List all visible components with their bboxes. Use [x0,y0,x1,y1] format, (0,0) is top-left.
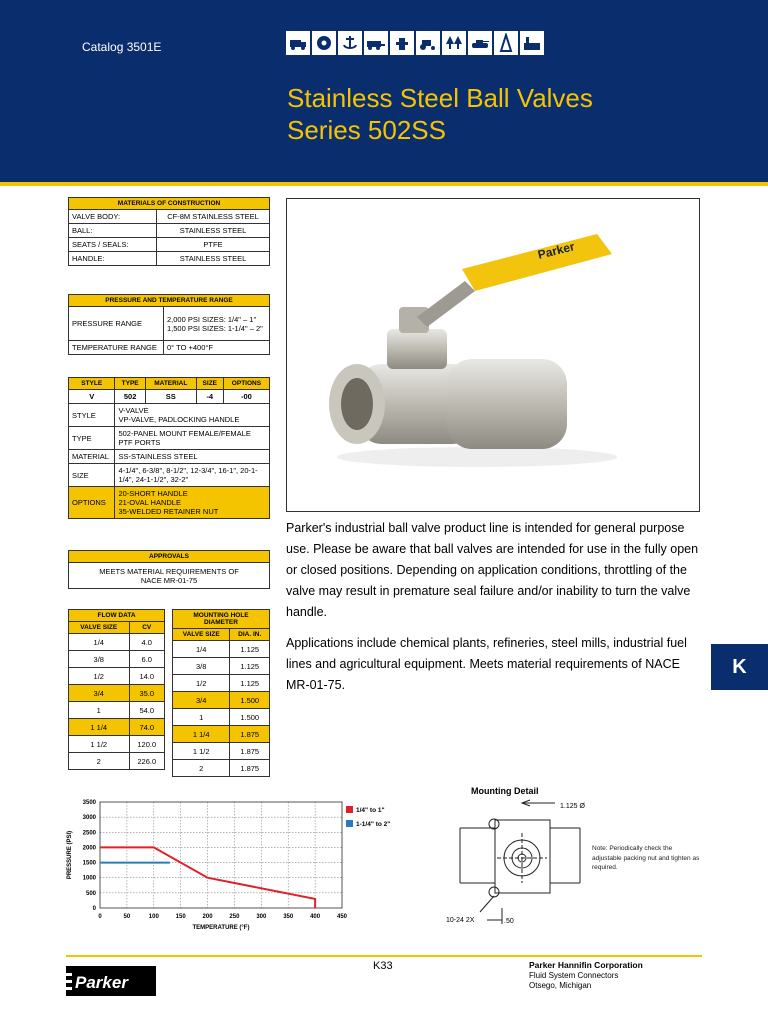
table-row: PRESSURE RANGE 2,000 PSI SIZES: 1/4" – 1" 1,500 PSI SIZES: 1-1/4" – 2" [69,307,270,341]
x-tick-label: 400 [310,914,321,920]
table-row: TYPE 502-PANEL MOUNT FEMALE/FEMALE PTF PORTS [69,427,270,450]
product-description [286,518,701,696]
truck-icon [286,31,310,55]
table-row: 3/4 35.0 [69,685,165,702]
table-row: MATERIAL SS-STAINLESS STEEL [69,450,270,464]
y-axis-label: PRESSURE (PSI) [67,830,73,880]
x-tick-label: 450 [336,914,348,920]
table-row: 3/8 1.125 [173,658,270,675]
hole-diameter-label: 1.125 Ø [560,803,585,810]
table-row: 3/4 1.500 [173,692,270,709]
table-row: 1 54.0 [69,702,165,719]
description-paragraph-2: Applications include chemical plants, refineries, steel mills, industrial fuel lines and agricultural equipment. Meets material requirements of NACE MR-01-75. [286,636,687,692]
page-number: K33 [373,960,393,972]
page-header [0,0,768,182]
table-row: OPTIONS 20-SHORT HANDLE 21-OVAL HANDLE 35-WELDED RETAINER NUT [69,487,270,519]
y-tick-label: 1000 [82,875,96,882]
mounting-hole-table: MOUNTING HOLE DIAMETER VALVE SIZE DIA. IN. 1/4 1.125 3/8 1.125 1/2 1.125 3/4 1.500 1 1.500 1 1/4 1.875 1 1/2 1.875 2 1.875 [172,609,270,777]
mounting-note: Note: Periodically check the adjustable packing nut and tighten as required. [592,845,700,871]
x-tick-label: 100 [148,914,159,920]
x-tick-label: 250 [229,914,240,920]
pressure-table [68,294,270,355]
division-name: Fluid System Connectors [529,971,619,980]
gear-icon [312,31,336,55]
pressure-temperature-chart [60,790,430,940]
thread-label: 10-24 2X [446,917,475,924]
tank-icon [468,31,492,55]
table-row: SEATS / SEALS: PTFE [69,238,270,252]
ordering-table: STYLE TYPE MATERIAL SIZE OPTIONS V 502 SS -4 -00 STYLE V-VALVE VP-VALVE, PADLOCKING HANDLE TYPE 502-PANEL MOUNT FEMALE/FEMALE PTF PORTS MATERIAL SS-STAINLESS STEEL SIZE 4-1/4", 6-3/8", 8-1/2", 12-3/4", 16-1", 20-1- 1/4", 24-1-1/2", 32-2" OPTIONS 20-SHORT HANDLE 21-OVAL HANDLE 35-WELDED RETAINER NUT [68,377,270,519]
y-tick-label: 2500 [82,830,96,837]
company-location: Otsego, Michigan [529,981,592,990]
materials-heading: MATERIALS OF CONSTRUCTION [69,198,270,210]
y-tick-label: 3500 [82,800,96,806]
table-row: 1/4 4.0 [69,634,165,651]
anchor-icon [338,31,362,55]
trees-icon [442,31,466,55]
legend-swatch [346,806,353,813]
table-row: 1 1/2 1.875 [173,743,270,760]
x-tick-label: 200 [202,914,213,920]
table-row: 2 226.0 [69,753,165,770]
legend-label: 1-1/4" to 2" [356,821,391,828]
catalog-number: Catalog 3501E [82,40,162,54]
table-row: 1/4 1.125 [173,641,270,658]
table-row: VALVE BODY: CF-8M STAINLESS STEEL [69,210,270,224]
y-tick-label: 0 [92,906,96,912]
ordering-example-row: V 502 SS -4 -00 [69,390,270,404]
table-row: TEMPERATURE RANGE 0° TO +400°F [69,341,270,355]
table-row: 1 1/2 120.0 [69,736,165,753]
factory-icon [520,31,544,55]
flow-data-table: FLOW DATA VALVE SIZE CV 1/4 4.0 3/8 6.0 1/2 14.0 3/4 35.0 1 54.0 1 1/4 74.0 1 1/2 120.0 2 226.0 [68,609,165,770]
header-rule [0,182,768,186]
tractor-icon [416,31,440,55]
table-row: 1 1.500 [173,709,270,726]
parker-logo [66,966,156,996]
x-axis-label: TEMPERATURE (°F) [192,925,250,931]
svg-text:Parker: Parker [75,973,128,992]
x-tick-label: 0 [98,914,102,920]
mounting-detail-title: Mounting Detail [471,786,539,796]
y-tick-label: 500 [85,890,96,897]
market-icons [286,31,544,55]
company-name: Parker Hannifin Corporation [529,960,643,970]
table-row: 1 1/4 1.875 [173,726,270,743]
table-row: STYLE V-VALVE VP-VALVE, PADLOCKING HANDLE [69,404,270,427]
legend-label: 1/4" to 1" [356,807,385,814]
oil-derrick-icon [494,31,518,55]
y-tick-label: 1500 [82,860,96,867]
y-tick-label: 3000 [82,815,96,822]
page-title [287,82,593,146]
description-paragraph-1: Parker's industrial ball valve product line is intended for general purpose use. Please be aware that ball valves are intended for use in the fully open or closed positions. Depending on application conditions, throttling of the valve may result in premature seal failure and/or inability to turn the valve handle. [286,521,699,619]
x-tick-label: 50 [123,914,131,920]
trailer-icon [364,31,388,55]
table-row: 3/8 6.0 [69,651,165,668]
y-tick-label: 2000 [82,845,96,852]
svg-text:Parker: Parker [536,239,576,262]
x-tick-label: 300 [256,914,267,920]
title-line-1: Stainless Steel Ball Valves [287,83,593,113]
materials-table [68,197,270,266]
mounting-detail-drawing [440,798,590,933]
company-info [529,960,643,991]
section-tab[interactable]: K [711,644,768,690]
table-row: 1 1/4 74.0 [69,719,165,736]
table-row: 1/2 1.125 [173,675,270,692]
table-row: SIZE 4-1/4", 6-3/8", 8-1/2", 12-3/4", 16-1", 20-1- 1/4", 24-1-1/2", 32-2" [69,464,270,487]
approvals-table: APPROVALS MEETS MATERIAL REQUIREMENTS OF NACE MR-01-75 [68,550,270,589]
footer-rule [66,955,702,957]
table-row: 1/2 14.0 [69,668,165,685]
offset-label: .50 [504,918,514,925]
x-tick-label: 350 [283,914,294,920]
table-row: HANDLE: STAINLESS STEEL [69,252,270,266]
pressure-heading: PRESSURE AND TEMPERATURE RANGE [69,295,270,307]
legend-swatch [346,820,353,827]
ball-valve-photo [286,198,700,512]
x-tick-label: 150 [175,914,186,920]
table-row: 2 1.875 [173,760,270,777]
title-line-2: Series 502SS [287,115,446,145]
plot-frame [100,802,342,908]
table-row: BALL: STAINLESS STEEL [69,224,270,238]
fire-hydrant-icon [390,31,414,55]
